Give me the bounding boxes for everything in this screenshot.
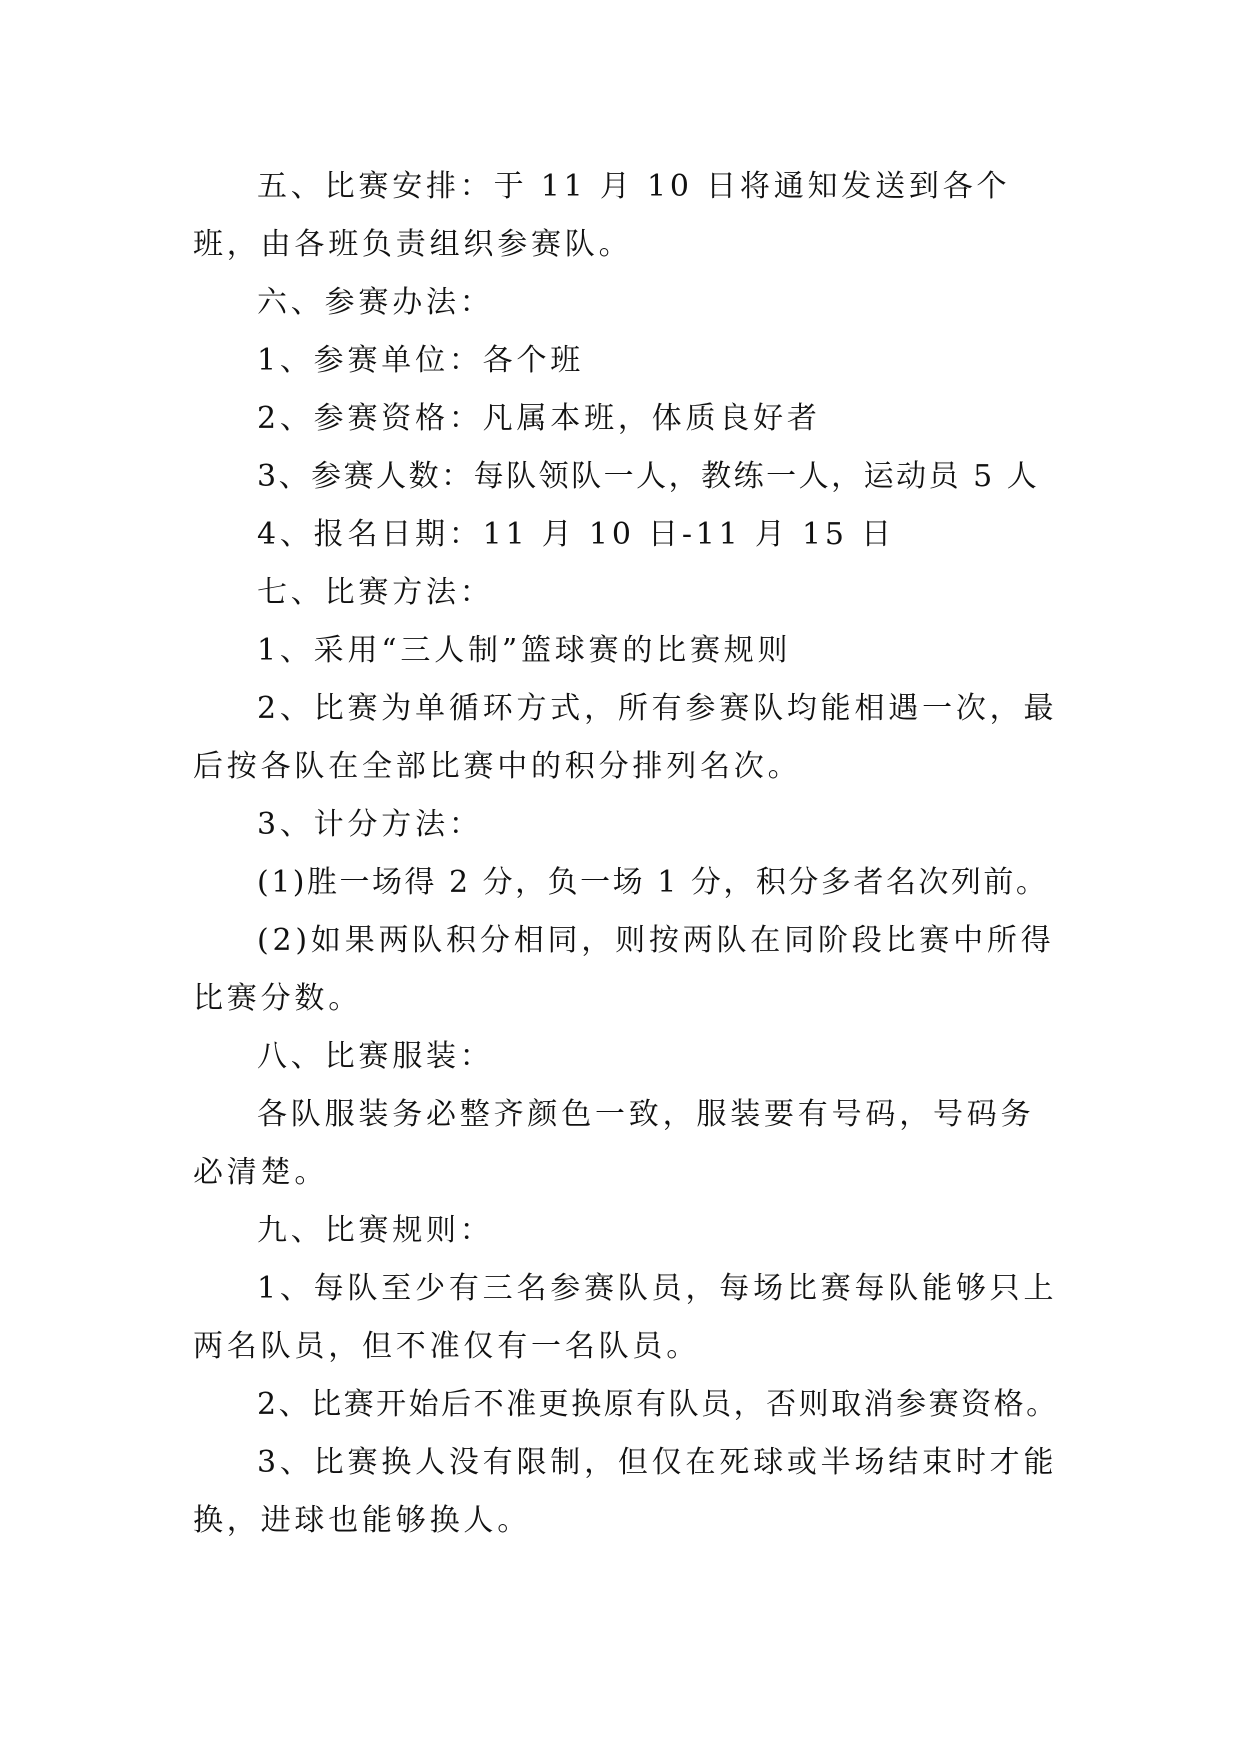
paragraph-8-uniform: 各队服装务必整齐颜色一致，服装要有号码，号码务必清楚。 [193,1097,1035,1190]
paragraph-7-3-scoring-heading: 3、计分方法： [257,807,483,842]
document-body [193,158,1063,1550]
paragraph-9-2-no-replacement: 2、比赛开始后不准更换原有队员，否则取消参赛资格。 [257,1387,1059,1422]
paragraph-6-3-team-size: 3、参赛人数：每队领队一人，教练一人，运动员 5 人 [257,459,1040,494]
paragraph-9-3-substitution: 3、比赛换人没有限制，但仅在死球或半场结束时才能换，进球也能够换人。 [193,1445,1058,1538]
paragraph-section-6-heading: 六、参赛办法： [257,285,494,320]
paragraph-section-8-heading: 八、比赛服装： [257,1039,494,1074]
paragraph-7-3-2-tiebreak: (2)如果两队积分相同，则按两队在同阶段比赛中所得比赛分数。 [193,923,1055,1016]
paragraph-6-2-eligibility: 2、参赛资格：凡属本班，体质良好者 [257,401,821,436]
paragraph-9-1-players: 1、每队至少有三名参赛队员，每场比赛每队能够只上两名队员，但不准仅有一名队员。 [193,1271,1058,1364]
paragraph-7-3-1-points: (1)胜一场得 2 分，负一场 1 分，积分多者名次列前。 [257,865,1049,900]
paragraph-6-4-registration-date: 4、报名日期：11 月 10 日-11 月 15 日 [257,517,895,552]
paragraph-section-7-heading: 七、比赛方法： [257,575,494,610]
paragraph-section-5-schedule: 五、比赛安排：于 11 月 10 日将通知发送到各个班，由各班负责组织参赛队。 [193,169,1011,262]
paragraph-7-1-rules: 1、采用“三人制”篮球赛的比赛规则 [257,633,792,668]
paragraph-section-9-heading: 九、比赛规则： [257,1213,494,1248]
paragraph-7-2-round-robin: 2、比赛为单循环方式，所有参赛队均能相遇一次，最后按各队在全部比赛中的积分排列名次。 [193,691,1058,784]
paragraph-6-1-unit: 1、参赛单位：各个班 [257,343,585,378]
